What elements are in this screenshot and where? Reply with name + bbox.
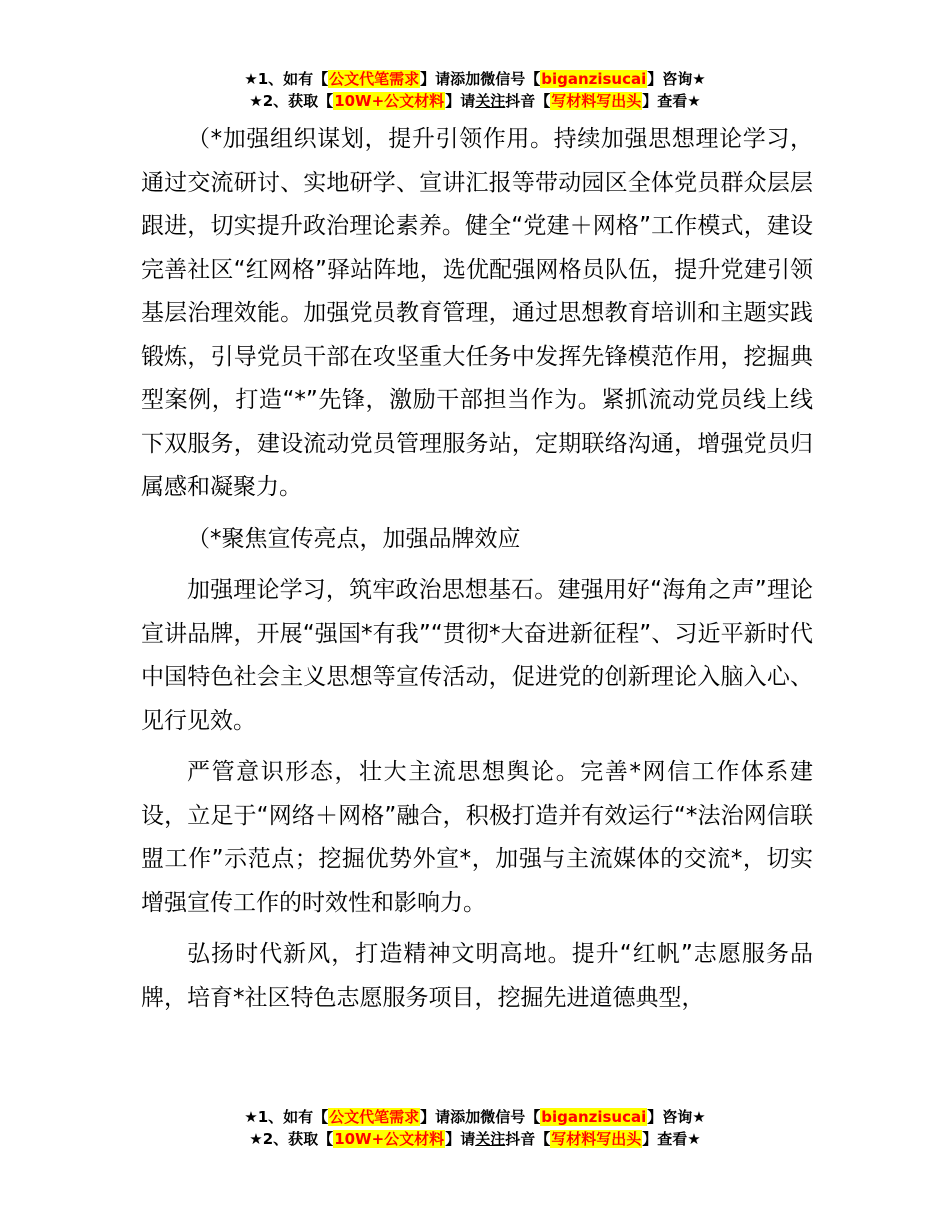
- banner-text: ★1、如有【: [244, 70, 329, 88]
- highlight-materials: 10W+公文材料: [334, 92, 445, 110]
- banner-text: 】查看★: [642, 1130, 701, 1148]
- banner-text-underlined: 关注: [475, 92, 506, 110]
- document-body: [141, 118, 813, 1020]
- paragraph-new-trends: 弘扬时代新风，打造精神文明高地。提升“红帆”志愿服务品牌，培育*社区特色志愿服务项目，挖掘先进道德典型，: [141, 941, 813, 1011]
- banner-text: 微信号【: [480, 70, 541, 88]
- highlight-ghostwriting-need: 公文代笔需求: [329, 1108, 420, 1126]
- banner-text: ★2、获取【: [249, 92, 334, 110]
- highlight-materials: 10W+公文材料: [334, 1130, 445, 1148]
- section-heading-publicity: （*聚焦宣传亮点，加强品牌效应: [187, 525, 521, 552]
- banner-line-1: [0, 1106, 950, 1128]
- banner-line-2: [0, 1128, 950, 1150]
- highlight-wechat-id: biganzisucai: [541, 70, 647, 88]
- paragraph-theory-study: 加强理论学习，筑牢政治思想基石。建强用好“海角之声”理论宣讲品牌，开展“强国*有我”“贯彻*大奋进新征程”、习近平新时代中国特色社会主义思想等宣传活动，促进党的创新理论入脑入心、见行见效。: [141, 577, 813, 734]
- paragraph-organization: （*加强组织谋划，提升引领作用。持续加强思想理论学习，通过交流研讨、实地研学、宣讲汇报等带动园区全体党员群众层层跟进，切实提升政治理论素养。健全“党建＋网格”工作模式，建设完善社区“红网格”驿站阵地，选优配强网格员队伍，提升党建引领基层治理效能。加强党员教育管理，通过思想教育培训和主题实践锻炼，引导党员干部在攻坚重大任务中发挥先锋模范作用，挖掘典型案例，打造“*”先锋，激励干部担当作为。紧抓流动党员线上线下双服务，建设流动党员管理服务站，定期联络沟通，增强党员归属感和凝聚力。: [141, 126, 813, 500]
- banner-text: 抖音【: [505, 92, 551, 110]
- header-banner: [0, 68, 950, 112]
- banner-text: 】咨询★: [647, 1108, 706, 1126]
- banner-text: 】请添: [420, 70, 466, 88]
- banner-line-2: [0, 90, 950, 112]
- banner-text: 】请: [445, 1130, 476, 1148]
- banner-text: 加: [465, 1108, 481, 1126]
- highlight-ghostwriting-need: 公文代笔需求: [329, 70, 420, 88]
- banner-text: 】请: [445, 92, 476, 110]
- highlight-wechat-id: biganzisucai: [541, 1108, 647, 1126]
- highlight-douyin-account: 写材料写出头: [551, 92, 642, 110]
- banner-text: 微信号【: [480, 1108, 541, 1126]
- highlight-douyin-account: 写材料写出头: [551, 1130, 642, 1148]
- paragraph-ideology: 严管意识形态，壮大主流思想舆论。完善*网信工作体系建设，立足于“网络＋网格”融合，积极打造并有效运行“*法治网信联盟工作”示范点；挖掘优势外宣*，加强与主流媒体的交流*，切实增强宣传工作的时效性和影响力。: [141, 759, 813, 916]
- banner-text: ★1、如有【: [244, 1108, 329, 1126]
- banner-text: 抖音【: [505, 1130, 551, 1148]
- banner-line-1: [0, 68, 950, 90]
- banner-text: 加: [465, 70, 481, 88]
- banner-text-underlined: 关注: [475, 1130, 506, 1148]
- footer-banner: [0, 1106, 950, 1150]
- banner-text: ★2、获取【: [249, 1130, 334, 1148]
- banner-text: 】查看★: [642, 92, 701, 110]
- banner-text: 】请添: [420, 1108, 466, 1126]
- banner-text: 】咨询★: [647, 70, 706, 88]
